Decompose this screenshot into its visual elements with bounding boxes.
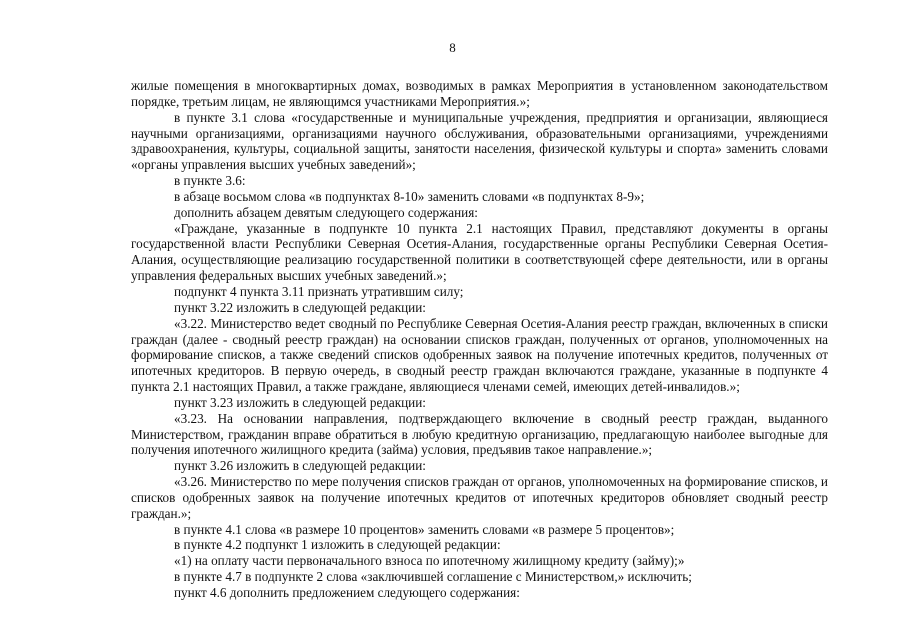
- document-body: [131, 78, 828, 601]
- paragraph: в пункте 3.6:: [174, 173, 246, 189]
- paragraph: подпункт 4 пункта 3.11 признать утратившим силу;: [174, 283, 464, 299]
- paragraph: в абзаце восьмом слова «в подпунктах 8-10» заменить словами «в подпунктах 8-9»;: [174, 188, 645, 204]
- paragraph: «3.26. Министерство по мере получения списков граждан от органов, уполномоченных на формирование списков, и списков одобренных заявок на получение ипотечных кредитов от ипотечных кредиторов обновляет сводный реестр граждан.»;: [131, 474, 828, 521]
- paragraph: «3.23. На основании направления, подтверждающего включение в сводный реестр граждан, выданного Министерством, гражданин вправе обратиться в любую кредитную организацию, предлагающую наиболее выгодные для получения ипотечного жилищного кредита (займа) условия, предъявив такое направление.»;: [131, 410, 828, 458]
- paragraph: в пункте 3.1 слова «государственные и муниципальные учреждения, предприятия и организации, являющиеся научными организациями, организациями научного обслуживания, образовательными организациями, учреждениями здравоохранения, культуры, социальной защиты, занятости населения, физической культуры и спорта» заменить словами «органы управления высших учебных заведений»;: [131, 109, 828, 173]
- paragraph: дополнить абзацем девятым следующего содержания:: [174, 204, 478, 220]
- paragraph: в пункте 4.7 в подпункте 2 слова «заключившей соглашение с Министерством,» исключить;: [174, 569, 692, 585]
- paragraph: пункт 3.22 изложить в следующей редакции:: [174, 299, 426, 315]
- paragraph: пункт 4.6 дополнить предложением следующего содержания:: [174, 585, 520, 600]
- paragraph: пункт 3.26 изложить в следующей редакции:: [174, 458, 426, 474]
- paragraph: жилые помещения в многоквартирных домах, возводимых в рамках Мероприятия в установленном законодательством порядке, третьим лицам, не являющимся участниками Мероприятия.»;: [131, 78, 828, 109]
- paragraph: в пункте 4.2 подпункт 1 изложить в следующей редакции:: [174, 537, 501, 553]
- paragraph: «Граждане, указанные в подпункте 10 пункта 2.1 настоящих Правил, представляют документы в органы государственной власти Республики Северная Осетия-Алания, государственные органы Республики Северная Осетия-Алания, осуществляющие реализацию государственной политики в соответствующей сфере деятельности, или в органы управления федеральных высших учебных заведений.»;: [131, 220, 828, 284]
- page-number: 8: [449, 40, 456, 55]
- paragraph: «1) на оплату части первоначального взноса по ипотечному жилищному кредиту (займу);»: [174, 553, 685, 569]
- paragraph: в пункте 4.1 слова «в размере 10 процентов» заменить словами «в размере 5 процентов»;: [174, 521, 675, 537]
- paragraph: пункт 3.23 изложить в следующей редакции:: [174, 394, 426, 410]
- paragraph: «3.22. Министерство ведет сводный по Республике Северная Осетия-Алания реестр граждан, включенных в списки граждан (далее - сводный реестр граждан) на основании списков граждан, полученных от органов, уполномоченных на формирование списков, а также сведений списков одобренных заявок на получение ипотечных кредитов, полученных от ипотечных кредиторов. В первую очередь, в сводный реестр граждан включаются граждане, указанные в подпункте 4 пункта 2.1 настоящих Правил, а также граждане, являющиеся членами семей, имеющих детей-инвалидов.»;: [131, 315, 828, 395]
